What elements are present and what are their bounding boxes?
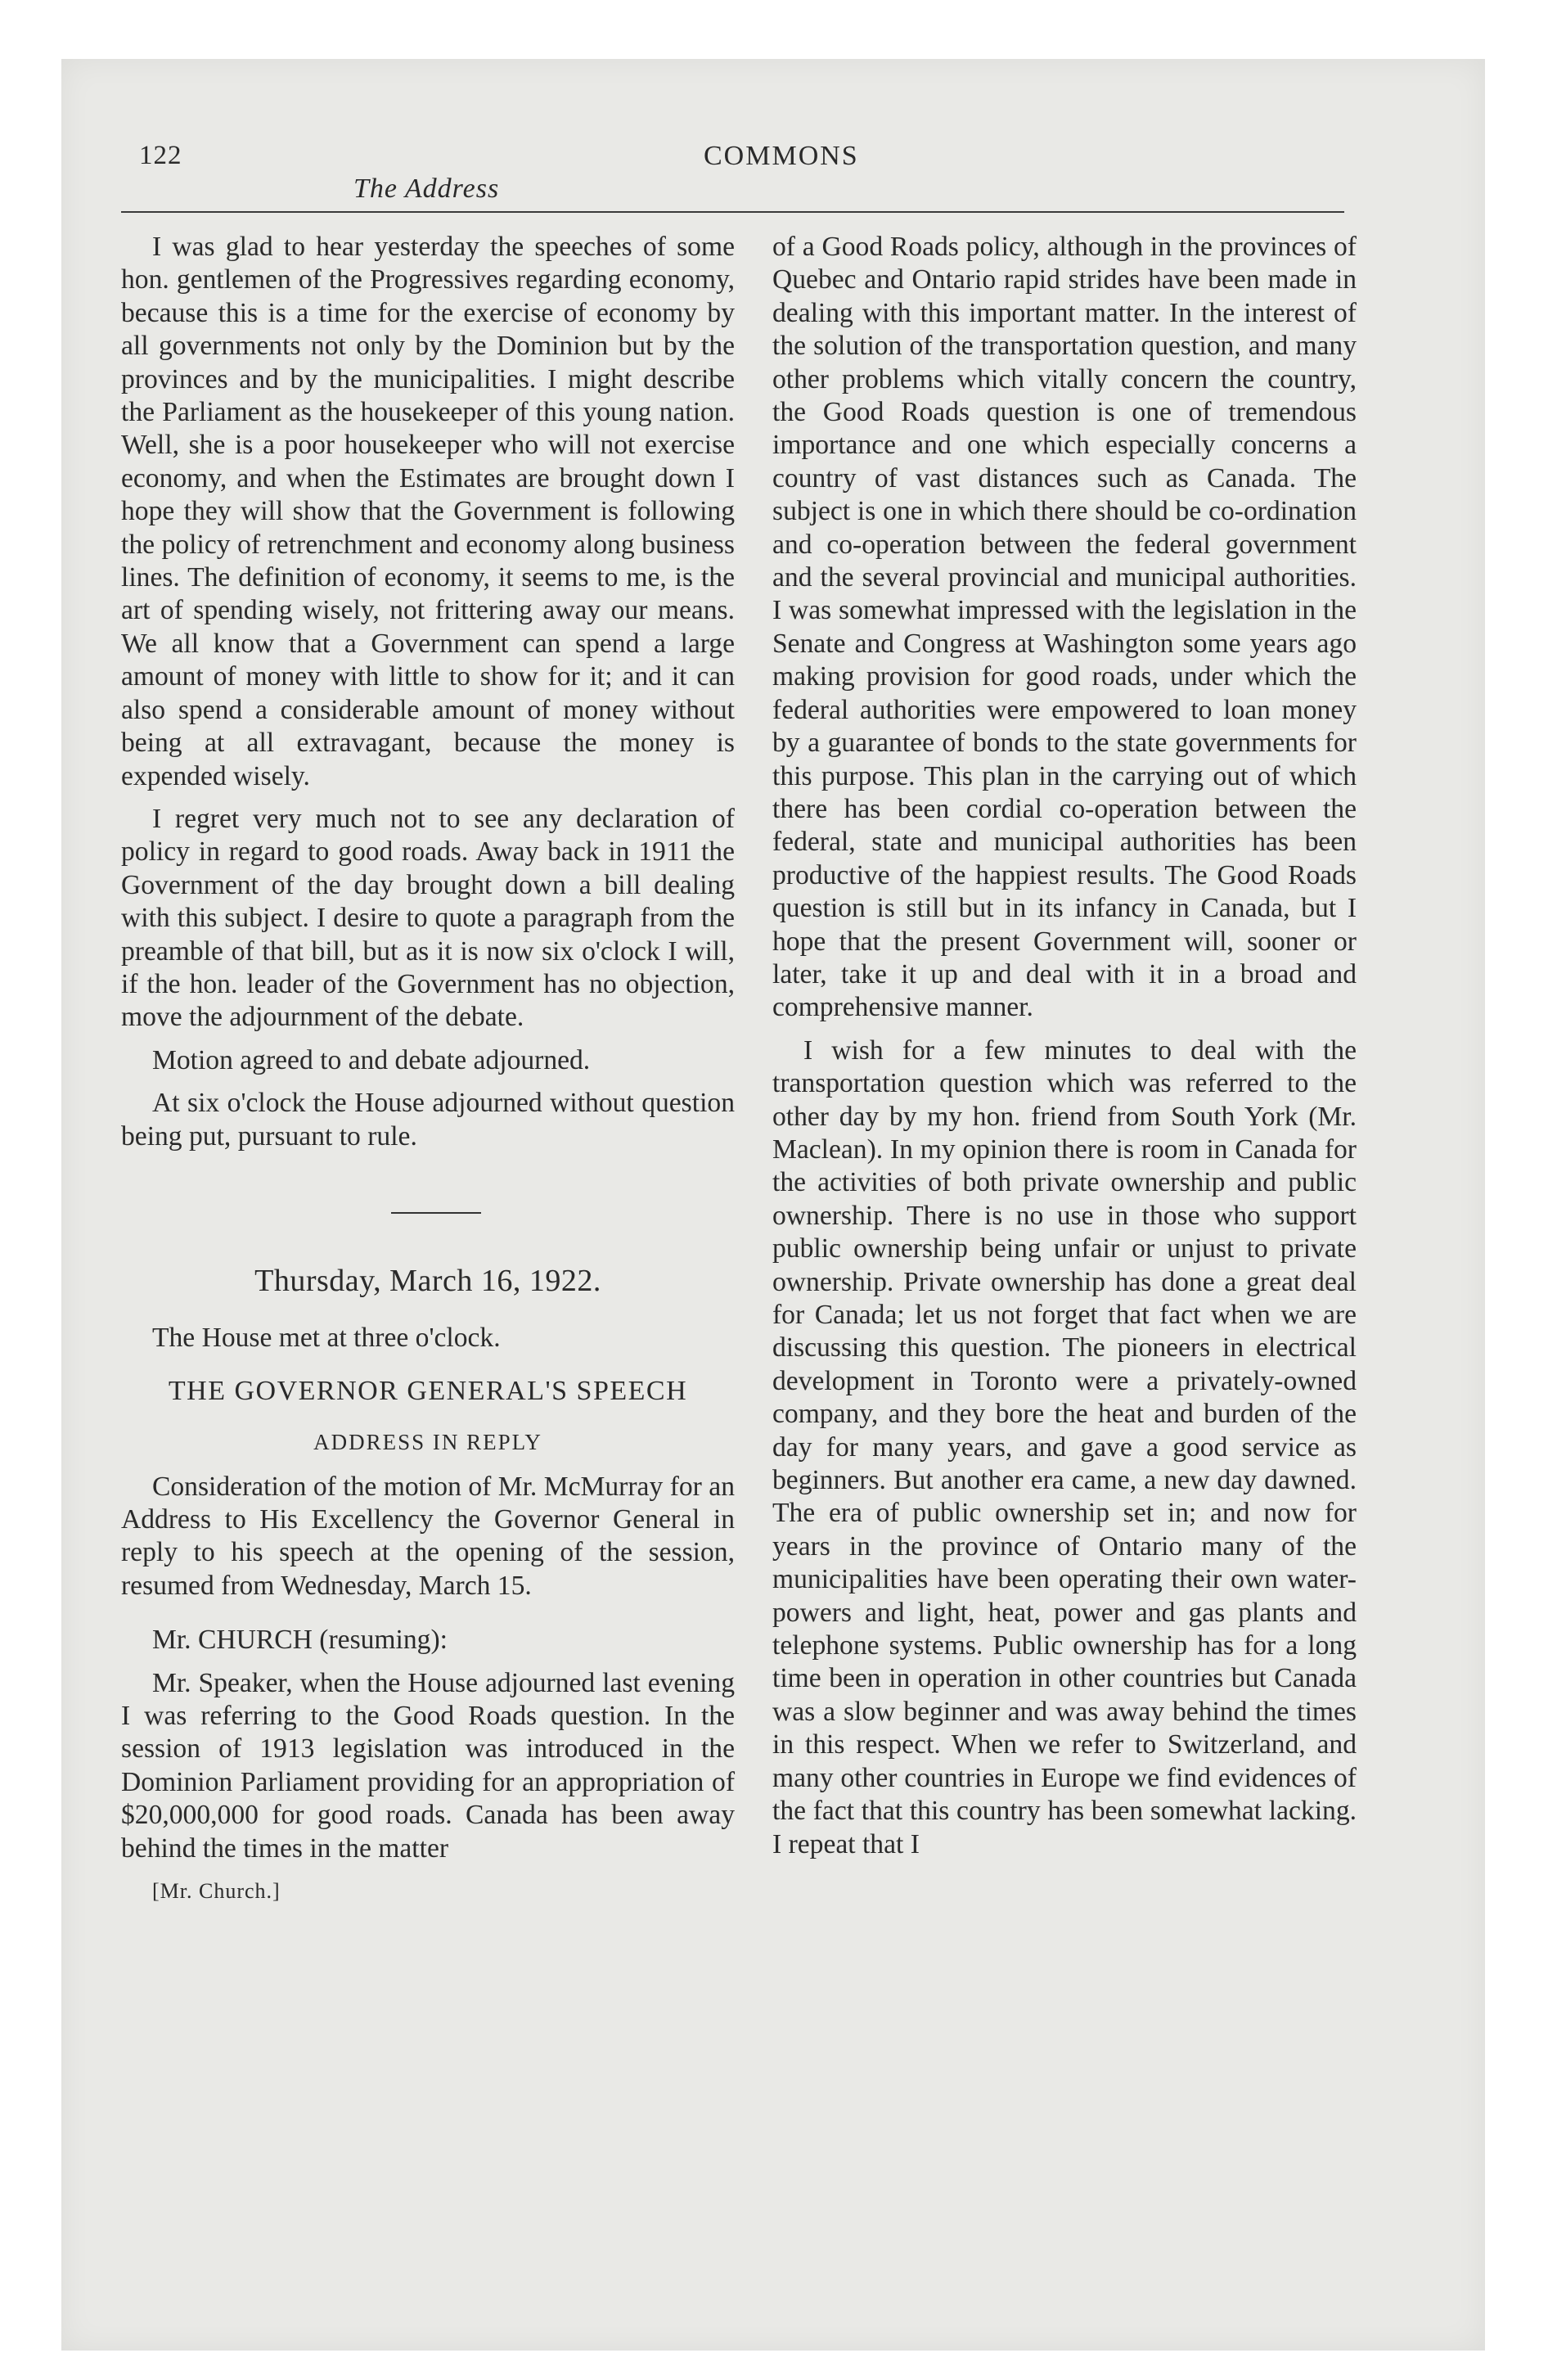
speaker-name: Mr. CHURCH (resuming): bbox=[152, 1625, 448, 1656]
paragraph: Consideration of the motion of Mr. McMurray for an Address to His Excellency the Governor General in reply to his speech at the opening of the session, resumed from Wednesday, March 15. bbox=[121, 1471, 735, 1601]
paragraph: I regret very much not to see any declaration of policy in regard to good roads. Away back in 1911 the Government of the day brought down a bill dealing with this subject. I desire to quote a paragraph from the preamble of that bill, but as it is now six o'clock I will, if the hon. leader of the Government has no objection, move the adjournment of the debate. bbox=[121, 803, 735, 1033]
paragraph: I wish for a few minutes to deal with the transportation question which was referred to the other day by my hon. friend from South York (Mr. Maclean). In my opinion there is room in Canada for the activities of both private ownership and public ownership. There is no use in those who support public ownership being unfair or unjust to private ownership. Private ownership has done a great deal for Canada; let us not forget that fact when we are discussing this question. The pioneers in electrical development in Toronto were a privately-owned company, and they bore the heat and burden of the day for many years, and gave a good service as beginners. But another era came, a new day dawned. The era of public ownership set in; and now for years in the province of Ontario many of the municipalities have been operating their own water-powers and light, heat, power and gas plants and telephone systems. Public ownership has for a long time been in operation in other countries but Canada was a slow beginner and was away behind the times in this respect. When we refer to Switzerland, and many other countries in Europe we find evidences of the fact that this country has been somewhat lacking. I repeat that I bbox=[772, 1034, 1357, 1859]
paragraph: At six o'clock the House adjourned without question being put, pursuant to rule. bbox=[121, 1088, 735, 1152]
speaker-footer-tag: [Mr. Church.] bbox=[152, 1879, 281, 1904]
left-column bbox=[121, 231, 735, 1908]
paragraph: I was glad to hear yesterday the speeches of some hon. gentlemen of the Progressives regarding economy, because this is a time for the exercise of economy by all governments not only by the Dominion but by the provinces and by the municipalities. I might describe the Parliament as the housekeeper of this young nation. Well, she is a poor housekeeper who will not exercise economy, and when the Estimates are brought down I hope they will show that the Government is following the policy of retrenchment and economy along business lines. The definition of economy, it seems to me, is the art of spending wisely, not frittering away our means. We all know that a Government can spend a large amount of money with little to show for it; and it can also spend a considerable amount of money without being at all extravagant, because the money is expended wisely. bbox=[121, 232, 735, 791]
paragraph: of a Good Roads policy, although in the provinces of Quebec and Ontario rapid strides have been made in dealing with this important matter. In the interest of the solution of the transportation question, and many other problems which vitally concern the country, the Good Roads question is one of tremendous importance and one which especially concerns a country of vast distances such as Canada. The subject is one in which there should be co-ordination and co-operation between the federal government and the several provincial and municipal authorities. I was somewhat impressed with the legislation in the Senate and Congress at Washington some years ago making provision for good roads, under which the federal authorities were empowered to loan money by a guarantee of bonds to the state governments for this purpose. This plan in the carrying out of which there has been cordial co-operation between the federal, state and municipal authorities has been productive of the happiest results. The Good Roads question is still but in its infancy in Canada, but I hope that the present Government will, sooner or later, take it up and deal with it in a broad and comprehensive manner. bbox=[772, 232, 1357, 1023]
section-divider bbox=[391, 1212, 481, 1214]
speech-heading: THE GOVERNOR GENERAL'S SPEECH bbox=[168, 1375, 688, 1406]
paragraph: The House met at three o'clock. bbox=[152, 1323, 501, 1354]
header-rule bbox=[121, 211, 1344, 213]
speech-subheading: ADDRESS IN REPLY bbox=[313, 1430, 542, 1455]
running-head: COMMONS bbox=[704, 141, 859, 171]
right-column bbox=[772, 231, 1357, 1861]
page-number: 122 bbox=[139, 141, 182, 170]
date-heading: Thursday, March 16, 1922. bbox=[254, 1263, 601, 1298]
section-title: The Address bbox=[353, 174, 500, 204]
paragraph: Mr. Speaker, when the House adjourned last evening I was referring to the Good Roads question. In the session of 1913 legislation was introduced in the Dominion Parliament providing for an appropriation of $20,000,000 for good roads. Canada has been away behind the times in the matter bbox=[121, 1667, 735, 1864]
paragraph: Motion agreed to and debate adjourned. bbox=[152, 1044, 591, 1075]
